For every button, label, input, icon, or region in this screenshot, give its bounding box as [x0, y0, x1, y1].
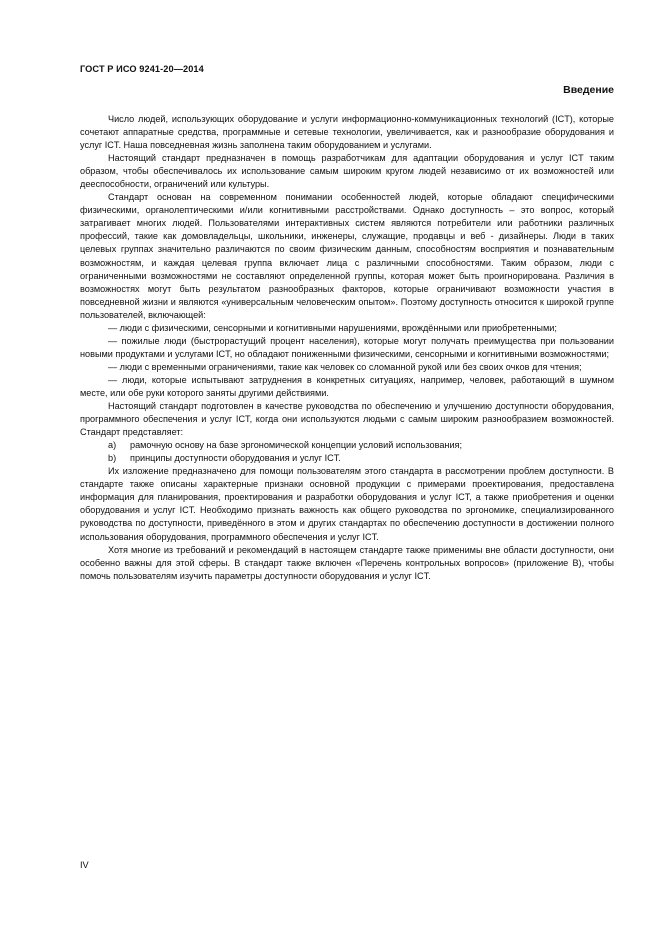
- dash-list-item: — люди, которые испытывают затруднения в конкретных ситуациях, например, человек, работающий в шумном месте, или обе руки которого заняты другими действиями.: [80, 374, 614, 398]
- dash-list-item: — пожилые люди (быстрорастущий процент населения), которые могут получать преимущества при пользовании новыми продуктами и услугами ICT, но обладают пониженными физическими, сенсорными и когнитивными возможностями;: [80, 335, 614, 359]
- paragraph: Хотя многие из требований и рекомендаций в настоящем стандарте также применимы вне области доступности, они особенно важны для этой сферы. В стандарт также включен «Перечень контрольных вопросов» (приложение B), чтобы помочь пользователям изучить параметры доступности оборудования и услуг ICT.: [80, 544, 614, 581]
- paragraph: Настоящий стандарт подготовлен в качестве руководства по обеспечению и улучшению доступности оборудования, программного обеспечения и услуг ICT, когда они используются людьми с самым широким разнообразием возможностей. Стандарт представляет:: [80, 401, 614, 438]
- document-body: [80, 113, 614, 583]
- lettered-list-item: [80, 452, 614, 465]
- paragraph: Их изложение предназначено для помощи пользователям этого стандарта в рассмотрении проблем доступности. В стандарте также описаны характерные признаки основной продукции с примерами проектирования, предоставлена информация для планирования, проектирования и разработки оборудования и услуг ICT, а также приобретения и оценки оборудования и услуг ICT. Необходимо признать важность как общего руководства по эргономике, специализированного руководства по доступности, приведённого в этом и других стандартах по обеспечению доступности в достижении полного использования оборудования, программного обеспечения и услуг ICT.: [80, 466, 614, 542]
- page-number: IV: [80, 860, 89, 870]
- section-title: Введение: [563, 84, 614, 96]
- paragraph: Число людей, использующих оборудование и услуги информационно-коммуникационных технологий (ICT), которые сочетают аппаратные средства, программные и сетевые технологии, увеличивается, как и разнообразие оборудования и услуг ICT. Наша повседневная жизнь заполнена таким оборудованием и услугами.: [80, 114, 614, 151]
- dash-list-item: — люди с физическими, сенсорными и когнитивными нарушениями, врождёнными или приобретенными;: [108, 322, 557, 333]
- list-marker: b): [108, 453, 117, 464]
- standard-id-header: ГОСТ Р ИСО 9241-20—2014: [80, 64, 204, 74]
- list-marker: a): [108, 440, 117, 451]
- list-item-text: рамочную основу на базе эргономической концепции условий использования;: [130, 440, 463, 451]
- list-item-text: принципы доступности оборудования и услуг ICT.: [130, 453, 341, 464]
- paragraph: Настоящий стандарт предназначен в помощь разработчикам для адаптации оборудования и услуг ICT таким образом, чтобы обеспечивалось их использование самым широким кругом людей независимо от их возможностей или дееспособности, ограничений или культуры.: [80, 153, 614, 190]
- dash-list-item: — люди с временными ограничениями, такие как человек со сломанной рукой или без своих очков для чтения;: [108, 361, 582, 372]
- paragraph: Стандарт основан на современном понимании особенностей людей, которые обладают специфическими физическими, органолептическими и/или когнитивными расстройствами. Однако доступность – это вопрос, который затрагивает многих людей. Пользователями интерактивных систем являются потребители или работники различных профессий, такие как домовладельцы, школьники, инженеры, служащие, продавцы и веб - дизайнеры. Люди в таких целевых группах значительно различаются по своим физическим данным, способностям восприятия и познавательным возможностям, и каждая целевая группа включает лица с различными способностями. Таким образом, люди с ограниченными возможностями не составляют определенной группы, которая может быть проигнорирована. Различия в возможностях могут быть результатом разнообразных факторов, которые ограничивают возможности участия в повседневной жизни и являются «универсальным человеческим опытом». Поэтому доступность относится к широкой группе пользователей, включающей:: [80, 192, 614, 320]
- lettered-list-item: [80, 439, 614, 452]
